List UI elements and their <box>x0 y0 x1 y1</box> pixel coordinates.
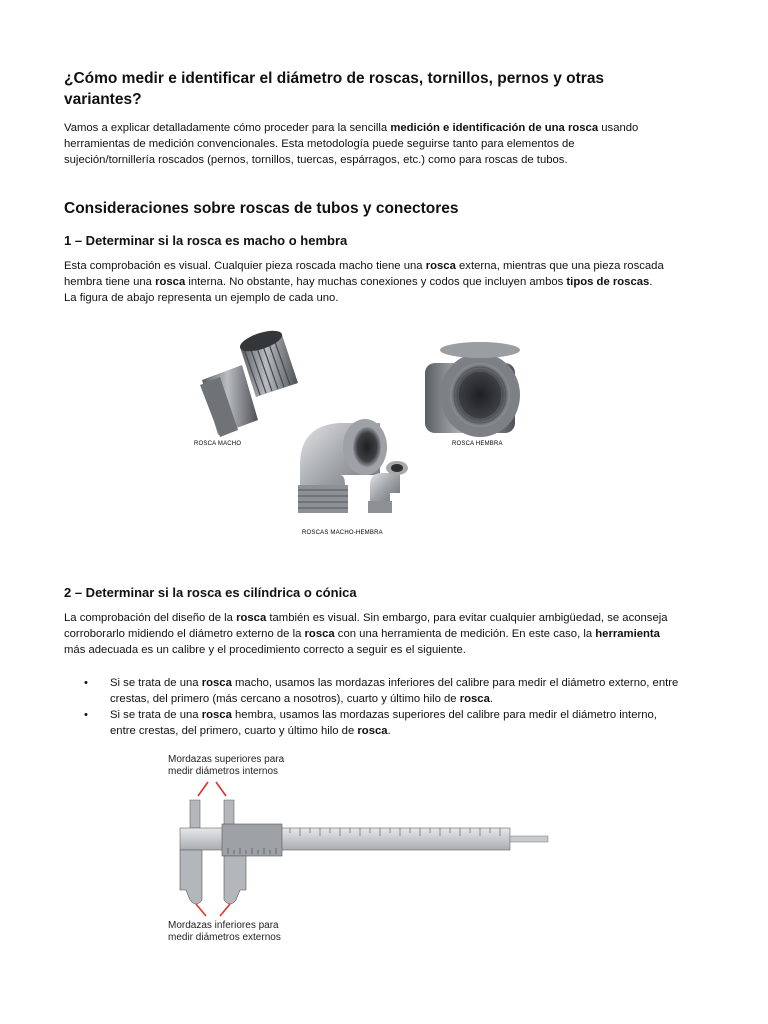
bold-text: rosca <box>357 725 388 737</box>
caliper-figure <box>160 750 560 950</box>
fittings-figure <box>180 325 550 545</box>
bold-text: rosca <box>236 612 267 624</box>
text-run: . <box>387 725 391 737</box>
label-line: Mordazas superiores para <box>168 754 285 765</box>
label-line: medir diámetros internos <box>168 766 279 777</box>
step2-paragraph <box>64 610 684 658</box>
text-run: Si se trata de una <box>110 677 202 689</box>
text-run: con una herramienta de medición. En este caso, la <box>334 628 596 640</box>
text-run: también es visual. Sin embargo, para evitar cualquier ambigüedad, se aconseja corroborarlo midiendo el diámetro externo de la <box>64 612 668 640</box>
bullet-marker: • <box>84 677 88 689</box>
text-run: La comprobación del diseño de la <box>64 612 237 624</box>
section-heading: Consideraciones sobre roscas de tubos y conectores <box>64 200 459 217</box>
page-title: ¿Cómo medir e identificar el diámetro de roscas, tornillos, pernos y otras variantes? <box>64 70 605 108</box>
lower-jaws-label <box>168 920 281 944</box>
step1-heading: 1 – Determinar si la rosca es macho o hembra <box>64 233 348 248</box>
list-item <box>84 675 684 707</box>
label-line: Mordazas inferiores para <box>168 920 279 931</box>
bold-text: tipos de roscas <box>566 276 650 288</box>
text-run: . La figura de abajo representa un ejemplo de cada uno. <box>64 276 653 304</box>
upper-arrows <box>198 782 226 796</box>
female-thread-fitting <box>425 342 520 437</box>
male-thread-fitting <box>200 327 298 437</box>
text-run: Esta comprobación es visual. Cualquier pieza roscada macho tiene una <box>64 260 426 272</box>
text-run: macho, usamos las mordazas inferiores del calibre para medir el diámetro externo, entre crestas, del primero (más cercano a nosotros), cuarto y último hilo de <box>110 677 679 705</box>
bold-text: rosca <box>155 276 186 288</box>
depth-rod <box>510 836 548 842</box>
bold-text: herramienta <box>595 628 660 640</box>
lower-arrows <box>196 904 230 916</box>
bold-text: medición e identificación de una rosca <box>390 122 599 134</box>
label-rosca-macho: ROSCA MACHO <box>194 441 242 447</box>
intro-paragraph <box>64 120 664 168</box>
label-roscas-macho-hembra: ROSCAS MACHO-HEMBRA <box>302 530 383 536</box>
bullet-marker: • <box>84 709 88 721</box>
text-run: . <box>489 693 494 705</box>
text-run: externa, mientras que una pieza roscada hembra tiene una <box>64 260 664 288</box>
text-run: Vamos a explicar detalladamente cómo proceder para la sencilla <box>64 122 391 134</box>
label-rosca-hembra: ROSCA HEMBRA <box>452 441 503 447</box>
list-item <box>84 707 684 739</box>
bold-text: rosca <box>201 677 232 689</box>
bold-text: rosca <box>459 693 490 705</box>
bold-text: rosca <box>425 260 456 272</box>
text-run: más adecuada es un calibre y el procedimiento correcto a seguir es el siguiente. <box>64 644 466 656</box>
bold-text: rosca <box>201 709 232 721</box>
text-run: usando herramientas de medición convencionales. Esta metodología puede seguirse tanto para elementos de sujeción/tornillería roscados (pernos, tornillos, tuercas, espárragos, etc.) como para roscas de tubos. <box>64 122 639 166</box>
text-run: interna. No obstante, hay muchas conexiones y codos que incluyen ambos <box>185 276 567 288</box>
label-line: medir diámetros externos <box>168 932 281 943</box>
lower-jaws <box>180 850 246 904</box>
fittings-image <box>180 325 550 545</box>
measurement-steps-list <box>84 675 684 739</box>
step1-paragraph <box>64 258 664 306</box>
bold-text: rosca <box>304 628 335 640</box>
text-run: hembra, usamos las mordazas superiores del calibre para medir el diámetro interno, entre crestas, del primero, cuarto y último hilo de <box>110 709 657 737</box>
text-run: Si se trata de una <box>110 709 202 721</box>
step2-heading: 2 – Determinar si la rosca es cilíndrica o cónica <box>64 585 357 600</box>
